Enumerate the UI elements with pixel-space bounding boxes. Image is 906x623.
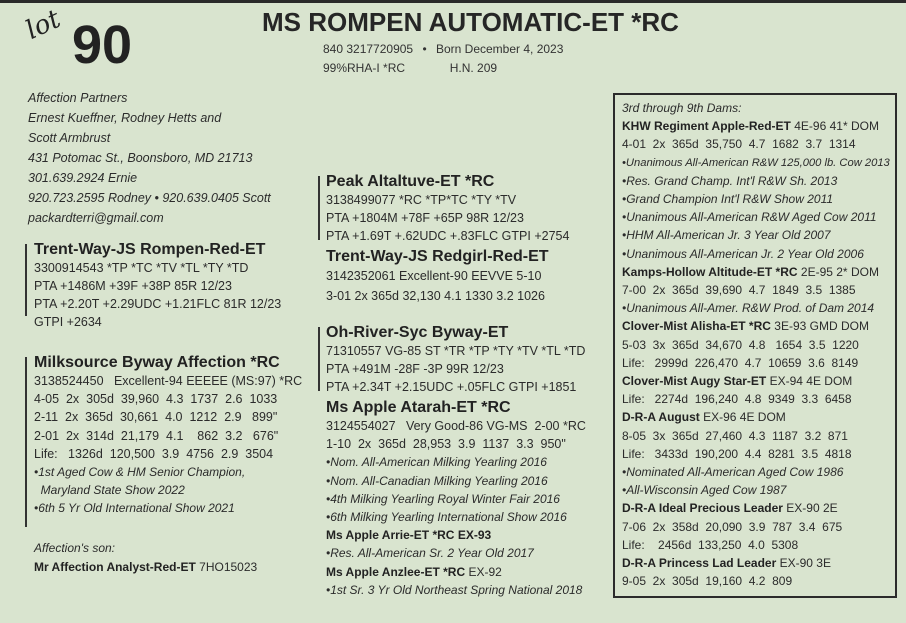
granddam-line: 3-01 2x 365d 32,130 4.1 1330 3.2 1026 bbox=[326, 289, 545, 303]
maternal-grandsire-block bbox=[318, 323, 585, 396]
maternal-granddam-name: Ms Apple Atarah-ET *RC bbox=[326, 399, 511, 416]
dam-entry-name: Clover-Mist Augy Star-ET bbox=[622, 374, 767, 389]
bracket-line bbox=[318, 327, 320, 391]
dam-entry-achievement: •Res. Grand Champ. Int'l R&W Sh. 2013 bbox=[622, 173, 838, 188]
maternal-granddam-achievement: •4th Milking Yearling Royal Winter Fair 2016 bbox=[326, 491, 560, 506]
dam-entry-header bbox=[622, 372, 895, 390]
dam-entry-header bbox=[622, 408, 895, 426]
dam-entry-name: KHW Regiment Apple-Red-ET bbox=[622, 119, 791, 134]
dam-entry-achievement: •Unanimous All-Amer. R&W Prod. of Dam 2014 bbox=[622, 301, 875, 316]
rha-value: 99%RHA-I *RC bbox=[323, 61, 406, 75]
dam-entry-line: 7-00 2x 365d 39,690 4.7 1849 3.5 1385 bbox=[622, 283, 856, 298]
dam-entry-line: Life: 2456d 133,250 4.0 5308 bbox=[622, 537, 799, 552]
sire-line: PTA +2.20T +2.29UDC +1.21FLC 81R 12/23 bbox=[34, 297, 282, 311]
dam-line: 2-11 2x 365d 30,661 4.0 1212 2.9 899" bbox=[34, 410, 278, 425]
dam-line: Life: 1326d 120,500 3.9 4756 2.9 3504 bbox=[34, 446, 274, 461]
consignor-line: Affection Partners bbox=[28, 91, 128, 105]
maternal-grandsire-name: Oh-River-Syc Byway-ET bbox=[326, 324, 509, 341]
dam-entry-line: Life: 2274d 196,240 4.8 9349 3.3 6458 bbox=[622, 392, 852, 407]
grandsire-name: Peak Altaltuve-ET *RC bbox=[326, 173, 495, 190]
maternal-granddam-achievement: •Nom. All-American Milking Yearling 2016 bbox=[326, 455, 547, 470]
dam-entry-header bbox=[622, 263, 895, 281]
dam-entry-line: 4-01 2x 365d 35,750 4.7 1682 3.7 1314 bbox=[622, 137, 856, 152]
dam-entry-header bbox=[622, 554, 895, 572]
dam-entry-score: 3E-93 GMD DOM bbox=[774, 319, 869, 334]
dam-entry-score: EX-90 2E bbox=[786, 501, 838, 516]
birth-date: Born December 4, 2023 bbox=[435, 42, 564, 56]
dam-entry-achievement: •HHM All-American Jr. 3 Year Old 2007 bbox=[622, 228, 831, 243]
dams-box bbox=[613, 93, 897, 598]
son-line bbox=[34, 557, 257, 577]
grandsire-line: PTA +1.69T +.62UDC +.83FLC GTPI +2754 bbox=[326, 229, 570, 243]
sire-line: GTPI +2634 bbox=[34, 315, 102, 329]
dam-line: 3138524450 Excellent-94 EEEEE (MS:97) *RC bbox=[34, 374, 303, 388]
dam-entry-header bbox=[622, 499, 895, 517]
dam-entry-achievement: •Grand Champion Int'l R&W Show 2011 bbox=[622, 192, 834, 207]
sire-line: 3300914543 *TP *TC *TV *TL *TY *TD bbox=[34, 261, 249, 275]
sibling-line bbox=[326, 526, 586, 544]
maternal-grandsire-line: PTA +2.34T +2.15UDC +.05FLC GTPI +1851 bbox=[326, 380, 577, 394]
grandsire-block bbox=[318, 172, 569, 245]
lot-number: 90 bbox=[72, 15, 133, 75]
registration-number: 840 3217720905 bbox=[323, 42, 414, 56]
consignor-block bbox=[28, 88, 271, 228]
sibling-name: Ms Apple Arrie-ET *RC bbox=[326, 528, 455, 543]
dam-entry-name: D-R-A Princess Lad Leader bbox=[622, 556, 777, 571]
maternal-granddam-line: 1-10 2x 365d 28,953 3.9 1137 3.3 950" bbox=[326, 437, 566, 452]
sibling-score: EX-93 bbox=[457, 528, 492, 543]
dam-entry-score: EX-90 3E bbox=[779, 556, 831, 571]
dam-block bbox=[25, 353, 302, 518]
dam-achievement: Maryland State Show 2022 bbox=[34, 483, 185, 498]
sire-line: PTA +1486M +39F +38P 85R 12/23 bbox=[34, 279, 232, 293]
dam-name: Milksource Byway Affection *RC bbox=[34, 354, 280, 371]
bracket-line bbox=[25, 244, 27, 316]
dam-entry-name: Kamps-Hollow Altitude-ET *RC bbox=[622, 264, 798, 279]
grandsire-line: PTA +1804M +78F +65P 98R 12/23 bbox=[326, 211, 524, 225]
dam-entry-name: Clover-Mist Alisha-ET *RC bbox=[622, 319, 771, 334]
dam-achievement: •1st Aged Cow & HM Senior Champion, bbox=[34, 465, 246, 480]
consignor-line: 920.723.2595 Rodney • 920.639.0405 Scott bbox=[28, 191, 271, 205]
rha-line bbox=[323, 61, 497, 75]
dam-line: 2-01 2x 314d 21,179 4.1 862 3.2 676" bbox=[34, 428, 279, 443]
dam-entry-line: Life: 3433d 190,200 4.4 8281 3.5 4818 bbox=[622, 446, 852, 461]
consignor-email: packardterri@gmail.com bbox=[28, 211, 164, 225]
dam-achievement: •6th 5 Yr Old International Show 2021 bbox=[34, 501, 235, 516]
registration-line: 840 3217720905 • Born December 4, 2023 bbox=[323, 42, 564, 56]
granddam-block bbox=[326, 247, 549, 306]
maternal-granddam-line: 3124554027 Very Good-86 VG-MS 2-00 *RC bbox=[326, 419, 586, 433]
sire-name: Trent-Way-JS Rompen-Red-ET bbox=[34, 241, 266, 258]
dam-entry-score: 2E-95 2* DOM bbox=[800, 264, 879, 279]
dam-entry-score: EX-94 4E DOM bbox=[769, 374, 853, 389]
dam-entry-line: 7-06 2x 358d 20,090 3.9 787 3.4 675 bbox=[622, 519, 843, 534]
grandsire-line: 3138499077 *RC *TP*TC *TY *TV bbox=[326, 193, 517, 207]
top-rule bbox=[0, 0, 906, 3]
maternal-granddam-achievement: •Nom. All-Canadian Milking Yearling 2016 bbox=[326, 473, 548, 488]
sire-block bbox=[25, 240, 281, 331]
herd-number: H.N. 209 bbox=[449, 61, 498, 75]
dam-entry-score: EX-96 4E DOM bbox=[703, 410, 786, 425]
consignor-line: 301.639.2924 Ernie bbox=[28, 171, 138, 185]
dam-entry-header bbox=[622, 117, 895, 135]
dam-entry-achievement: •Unanimous All-American Jr. 2 Year Old 2006 bbox=[622, 246, 864, 261]
sibling-achievement: •Res. All-American Sr. 2 Year Old 2017 bbox=[326, 546, 534, 561]
dam-entry-line: 9-05 2x 305d 19,160 4.2 809 bbox=[622, 574, 793, 589]
lot-word: lot bbox=[21, 4, 66, 46]
son-name: Mr Affection Analyst-Red-ET bbox=[34, 560, 196, 575]
dam-entry-score: 4E-96 41* DOM bbox=[794, 119, 879, 134]
dam-entry-achievement: •Unanimous All-American R&W Aged Cow 2011 bbox=[622, 210, 877, 225]
dam-entry-line: 5-03 3x 365d 34,670 4.8 1654 3.5 1220 bbox=[622, 337, 859, 352]
sibling-score: EX-92 bbox=[468, 564, 502, 579]
sibling-achievement: •1st Sr. 3 Yr Old Northeast Spring National 2018 bbox=[326, 582, 583, 597]
maternal-granddam-block bbox=[326, 398, 586, 599]
sibling-name: Ms Apple Anzlee-ET *RC bbox=[326, 564, 466, 579]
dam-entry-name: D-R-A Ideal Precious Leader bbox=[622, 501, 783, 516]
dam-entry-line: 8-05 3x 365d 27,460 4.3 1187 3.2 871 bbox=[622, 428, 848, 443]
granddam-name: Trent-Way-JS Redgirl-Red-ET bbox=[326, 248, 549, 265]
bracket-line bbox=[25, 357, 27, 527]
bracket-line bbox=[318, 176, 320, 240]
sibling-line bbox=[326, 563, 586, 581]
dam-line: 4-05 2x 305d 39,960 4.3 1737 2.6 1033 bbox=[34, 392, 278, 407]
dam-entry-header bbox=[622, 317, 895, 335]
animal-name: MS ROMPEN AUTOMATIC-ET *RC bbox=[262, 7, 679, 37]
dam-entry-achievement: •All-Wisconsin Aged Cow 1987 bbox=[622, 483, 787, 498]
son-block bbox=[34, 539, 257, 577]
dam-entry-achievement: •Nominated All-American Aged Cow 1986 bbox=[622, 465, 844, 480]
maternal-grandsire-line: 71310557 VG-85 ST *TR *TP *TY *TV *TL *TD bbox=[326, 344, 586, 358]
son-label: Affection's son: bbox=[34, 541, 115, 555]
son-code: 7HO15023 bbox=[199, 560, 258, 575]
dam-entry-name: D-R-A August bbox=[622, 410, 700, 425]
granddam-line: 3142352061 Excellent-90 EEVVE 5-10 bbox=[326, 269, 542, 283]
consignor-line: Ernest Kueffner, Rodney Hetts and bbox=[28, 111, 222, 125]
dam-entry-line: Life: 2999d 226,470 4.7 10659 3.6 8149 bbox=[622, 355, 859, 370]
maternal-grandsire-line: PTA +491M -28F -3P 99R 12/23 bbox=[326, 362, 504, 376]
consignor-line: Scott Armbrust bbox=[28, 131, 111, 145]
dam-entry-achievement: •Unanimous All-American R&W 125,000 lb. Cow 2013 bbox=[622, 156, 890, 169]
consignor-line: 431 Potomac St., Boonsboro, MD 21713 bbox=[28, 151, 253, 165]
dams-title: 3rd through 9th Dams: bbox=[622, 101, 742, 115]
maternal-granddam-achievement: •6th Milking Yearling International Show 2016 bbox=[326, 510, 567, 525]
